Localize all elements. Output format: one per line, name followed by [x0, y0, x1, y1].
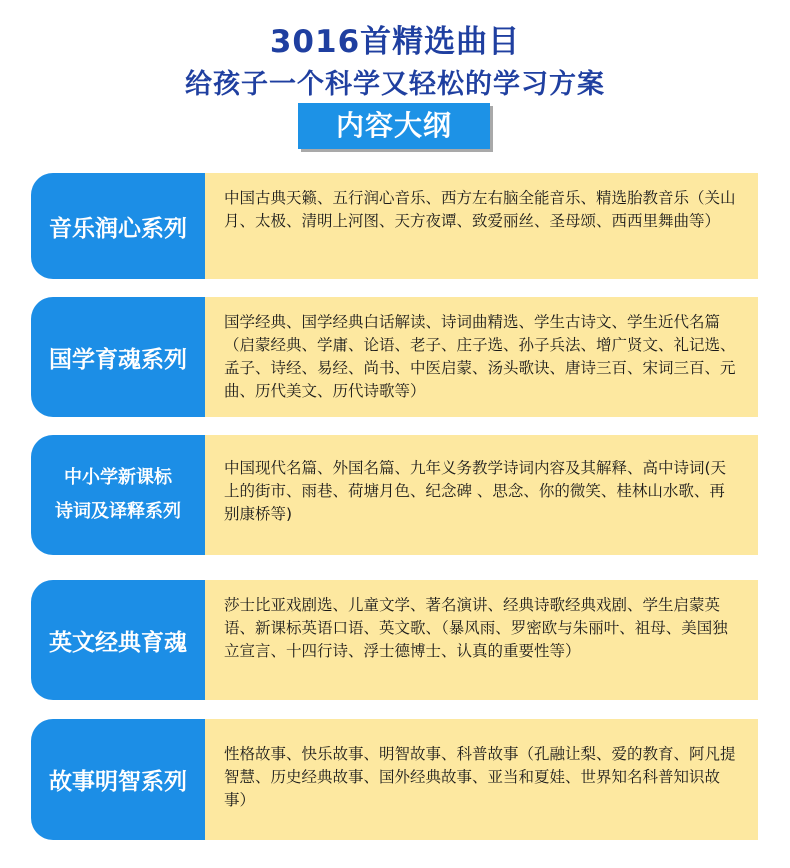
section-english	[31, 580, 758, 700]
category-description: 中国现代名篇、外国名篇、九年义务教学诗词内容及其解释、高中诗词(天上的街市、雨巷、荷塘月色、纪念碑 、思念、你的微笑、桂林山水歌、再别康桥等)	[205, 435, 758, 555]
outline-badge: 内容大纲	[298, 103, 490, 149]
category-description: 莎士比亚戏剧选、儿童文学、著名演讲、经典诗歌经典戏剧、学生启蒙英语、新课标英语口语、英文歌、（暴风雨、罗密欧与朱丽叶、祖母、美国独立宣言、十四行诗、浮士德博士、认真的重要性等）	[205, 580, 758, 700]
category-description: 性格故事、快乐故事、明智故事、科普故事（孔融让梨、爱的教育、阿凡提智慧、历史经典故事、国外经典故事、亚当和夏娃、世界知名科普知识故事）	[205, 719, 758, 840]
page-title: 3016首精选曲目	[269, 24, 521, 60]
category-label: 故事明智系列	[31, 719, 205, 840]
category-label: 音乐润心系列	[31, 173, 205, 279]
section-stories	[31, 719, 758, 840]
category-description: 国学经典、国学经典白话解读、诗词曲精选、学生古诗文、学生近代名篇（启蒙经典、学庸、论语、老子、庄子选、孙子兵法、增广贤文、礼记选、孟子、诗经、易经、尚书、中医启蒙、汤头歌诀、唐诗三百、宋词三百、元曲、历代美文、历代诗歌等）	[205, 297, 758, 417]
category-label: 国学育魂系列	[31, 297, 205, 417]
section-curriculum	[31, 435, 758, 555]
page-subtitle: 给孩子一个科学又轻松的学习方案	[185, 69, 605, 100]
section-music	[31, 173, 758, 279]
category-label-line2: 诗词及译释系列	[55, 501, 181, 522]
category-label	[31, 435, 205, 555]
category-label: 英文经典育魂	[31, 580, 205, 700]
category-label-line1: 中小学新课标	[64, 467, 172, 488]
section-guoxue	[31, 297, 758, 417]
category-description: 中国古典天籁、五行润心音乐、西方左右脑全能音乐、精选胎教音乐（关山月、太极、清明上河图、天方夜谭、致爱丽丝、圣母颂、西西里舞曲等）	[205, 173, 758, 279]
